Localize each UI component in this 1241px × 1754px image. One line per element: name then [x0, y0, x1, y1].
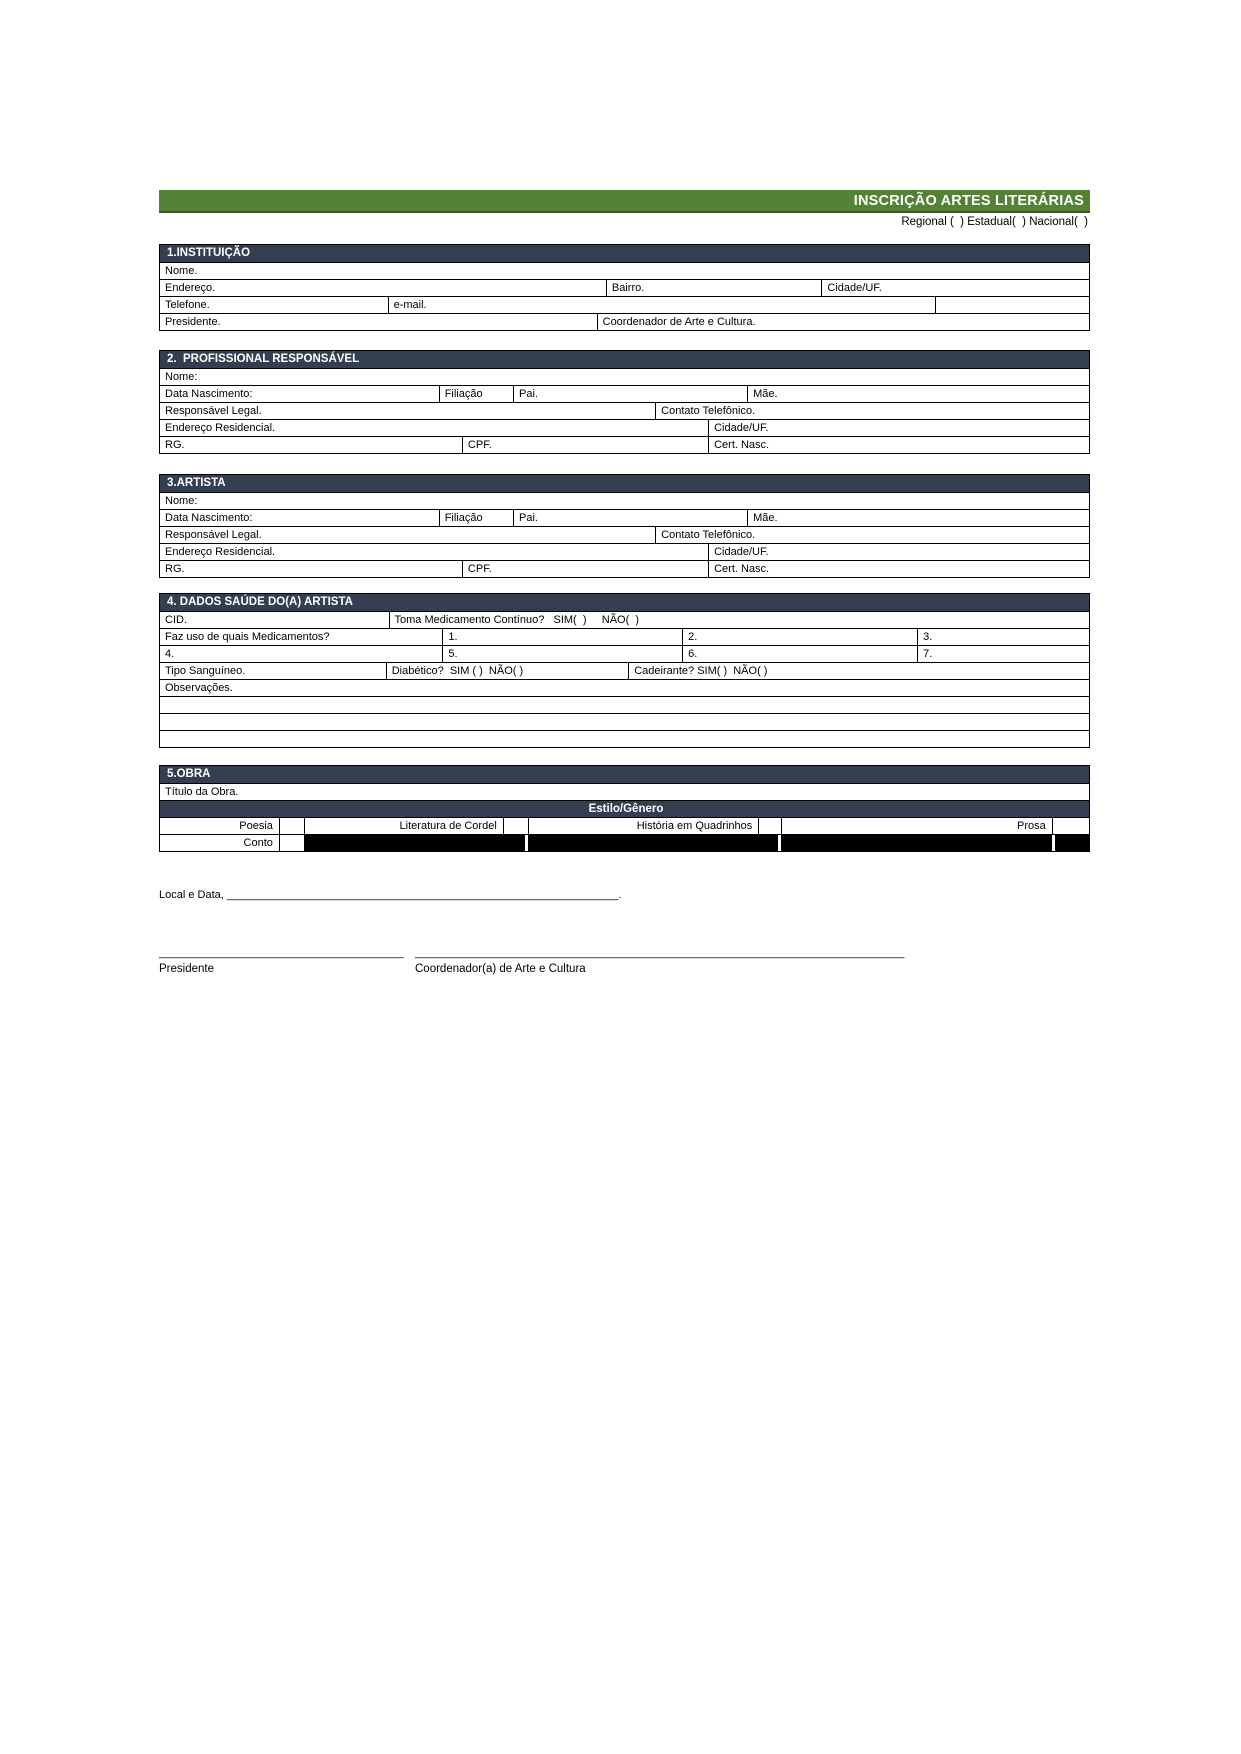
- table-row: [160, 783, 1089, 800]
- field-professional-cidade-uf: Cidade/UF.: [708, 420, 1089, 436]
- field-artist-cert-nasc: Cert. Nasc.: [708, 561, 1089, 577]
- field-professional-pai: Pai.: [513, 386, 747, 402]
- empty-cell: [160, 731, 1089, 747]
- style-genre-header: Estilo/Gênero: [588, 803, 664, 815]
- section-5-header: 5.OBRA: [167, 768, 211, 780]
- artist-header-row: [160, 475, 1089, 492]
- table-row: [160, 662, 1089, 679]
- field-institution-cidade-uf: Cidade/UF.: [821, 280, 1089, 296]
- field-institution-bairro: Bairro.: [606, 280, 822, 296]
- table-row: [160, 679, 1089, 696]
- genre-label-cordel: Literatura de Cordel: [304, 818, 503, 834]
- table-row: [160, 436, 1089, 453]
- table-row: [160, 296, 1089, 313]
- field-institution-endereco: Endereço.: [165, 282, 216, 294]
- blacked-out-cell: [304, 835, 503, 851]
- field-health-med-6: 6.: [682, 646, 917, 662]
- empty-cell: [160, 714, 1089, 730]
- institution-header-row: [160, 245, 1089, 262]
- field-artist-rg: RG.: [165, 563, 185, 575]
- observations-blank-row: [160, 713, 1089, 730]
- genre-checkbox-conto: [279, 835, 304, 851]
- health-table: [159, 593, 1090, 748]
- blacked-out-cell: [503, 835, 528, 851]
- field-work-titulo: Título da Obra.: [165, 786, 239, 798]
- field-health-cadeirante: Cadeirante? SIM( ) NÃO( ): [628, 663, 1089, 679]
- section-2-header: 2. PROFISSIONAL RESPONSÁVEL: [167, 353, 360, 365]
- table-row: [160, 402, 1089, 419]
- observations-blank-row: [160, 730, 1089, 747]
- genre-label-conto: Conto: [243, 837, 273, 849]
- table-row: [160, 560, 1089, 577]
- table-row: [160, 368, 1089, 385]
- table-row: [160, 543, 1089, 560]
- table-row: [160, 279, 1089, 296]
- signature-area: [159, 947, 1090, 975]
- blacked-out-cell: [781, 835, 1052, 851]
- field-institution-coordenador: Coordenador de Arte e Cultura.: [597, 314, 1089, 330]
- table-row: [160, 262, 1089, 279]
- field-professional-filiacao: Filiação: [439, 386, 513, 402]
- coordinator-signature-line: ________________________________________________________________________________: [415, 947, 905, 959]
- field-institution-email: e-mail.: [388, 297, 935, 313]
- professional-header-row: [160, 351, 1089, 368]
- president-signature-block: [159, 947, 415, 975]
- table-row: [160, 385, 1089, 402]
- form-content: [159, 190, 1090, 975]
- field-health-tipo-sanguineo: Tipo Sanguíneo.: [165, 665, 246, 677]
- field-professional-data-nascimento: Data Nascimento:: [165, 388, 253, 400]
- field-institution-telefone: Telefone.: [165, 299, 210, 311]
- blacked-out-cell: [528, 835, 758, 851]
- field-artist-nome: Nome:: [165, 495, 198, 507]
- genre-checkbox-prosa: [1052, 818, 1089, 834]
- field-artist-pai: Pai.: [513, 510, 747, 526]
- scope-selector-line: Regional ( ) Estadual( ) Nacional( ): [901, 216, 1088, 228]
- field-artist-cpf: CPF.: [462, 561, 708, 577]
- genre-label-quadrinhos: História em Quadrinhos: [528, 818, 758, 834]
- table-row: [160, 492, 1089, 509]
- field-institution-presidente: Presidente.: [165, 316, 221, 328]
- genre-checkbox-poesia: [279, 818, 304, 834]
- field-artist-filiacao: Filiação: [439, 510, 513, 526]
- field-artist-data-nascimento: Data Nascimento:: [165, 512, 253, 524]
- section-1-header: 1.INSTITUIÇÃO: [167, 247, 251, 259]
- blacked-out-cell: [758, 835, 780, 851]
- local-e-data-line: Local e Data, ________________________________________________________________.: [159, 889, 622, 901]
- blacked-out-cell: [1052, 835, 1089, 851]
- field-professional-cpf: CPF.: [462, 437, 708, 453]
- empty-cell: [935, 297, 1089, 313]
- artist-table: [159, 474, 1090, 578]
- empty-cell: [160, 697, 1089, 713]
- field-health-faz-uso: Faz uso de quais Medicamentos?: [165, 631, 330, 643]
- table-row: [160, 313, 1089, 330]
- field-professional-cert-nasc: Cert. Nasc.: [708, 437, 1089, 453]
- field-professional-contato-telefonico: Contato Telefônico.: [655, 403, 1089, 419]
- section-3-header: 3.ARTISTA: [167, 477, 226, 489]
- genre-label-poesia: Poesia: [239, 820, 273, 832]
- table-row: [160, 628, 1089, 645]
- field-institution-nome: Nome.: [165, 265, 198, 277]
- table-row: [160, 509, 1089, 526]
- field-health-observacoes: Observações.: [165, 682, 233, 694]
- field-professional-nome: Nome:: [165, 371, 198, 383]
- genre-label-prosa: Prosa: [781, 818, 1052, 834]
- section-4-header: 4. DADOS SAÚDE DO(A) ARTISTA: [167, 596, 353, 608]
- observations-blank-row: [160, 696, 1089, 713]
- president-signature-line: ________________________________________: [159, 947, 404, 959]
- field-health-med-2: 2.: [682, 629, 917, 645]
- field-health-diabetico: Diabético? SIM ( ) NÃO( ): [386, 663, 628, 679]
- field-health-med-3: 3.: [917, 629, 1089, 645]
- field-artist-endereco-residencial: Endereço Residencial.: [165, 546, 276, 558]
- table-row: [160, 611, 1089, 628]
- field-artist-mae: Mãe.: [747, 510, 1089, 526]
- professional-table: [159, 350, 1090, 454]
- health-header-row: [160, 594, 1089, 611]
- table-row: [160, 645, 1089, 662]
- form-title: INSCRIÇÃO ARTES LITERÁRIAS: [853, 192, 1084, 209]
- field-health-med-7: 7.: [917, 646, 1089, 662]
- title-bar: [159, 190, 1090, 213]
- field-professional-mae: Mãe.: [747, 386, 1089, 402]
- genre-row: [160, 817, 1089, 834]
- president-signature-label: Presidente: [159, 963, 214, 975]
- genre-checkbox-quadrinhos: [758, 818, 780, 834]
- genre-checkbox-cordel: [503, 818, 528, 834]
- field-professional-endereco-residencial: Endereço Residencial.: [165, 422, 276, 434]
- work-header-row: [160, 766, 1089, 783]
- field-health-toma-medicamento: Toma Medicamento Contínuo? SIM( ) NÃO( ): [389, 612, 1089, 628]
- work-table: [159, 765, 1090, 852]
- field-artist-responsavel-legal: Responsável Legal.: [165, 529, 262, 541]
- genre-row-conto: [160, 834, 1089, 851]
- field-health-med-5: 5.: [442, 646, 682, 662]
- coordinator-signature-block: [415, 947, 1090, 975]
- institution-table: [159, 244, 1090, 331]
- style-genre-header-row: [160, 800, 1089, 817]
- coordinator-signature-label: Coordenador(a) de Arte e Cultura: [415, 963, 586, 975]
- field-artist-cidade-uf: Cidade/UF.: [708, 544, 1089, 560]
- field-professional-rg: RG.: [165, 439, 185, 451]
- field-artist-contato-telefonico: Contato Telefônico.: [655, 527, 1089, 543]
- field-health-med-4: 4.: [165, 648, 175, 660]
- field-health-cid: CID.: [165, 614, 187, 626]
- table-row: [160, 419, 1089, 436]
- table-row: [160, 526, 1089, 543]
- field-health-med-1: 1.: [442, 629, 682, 645]
- field-professional-responsavel-legal: Responsável Legal.: [165, 405, 262, 417]
